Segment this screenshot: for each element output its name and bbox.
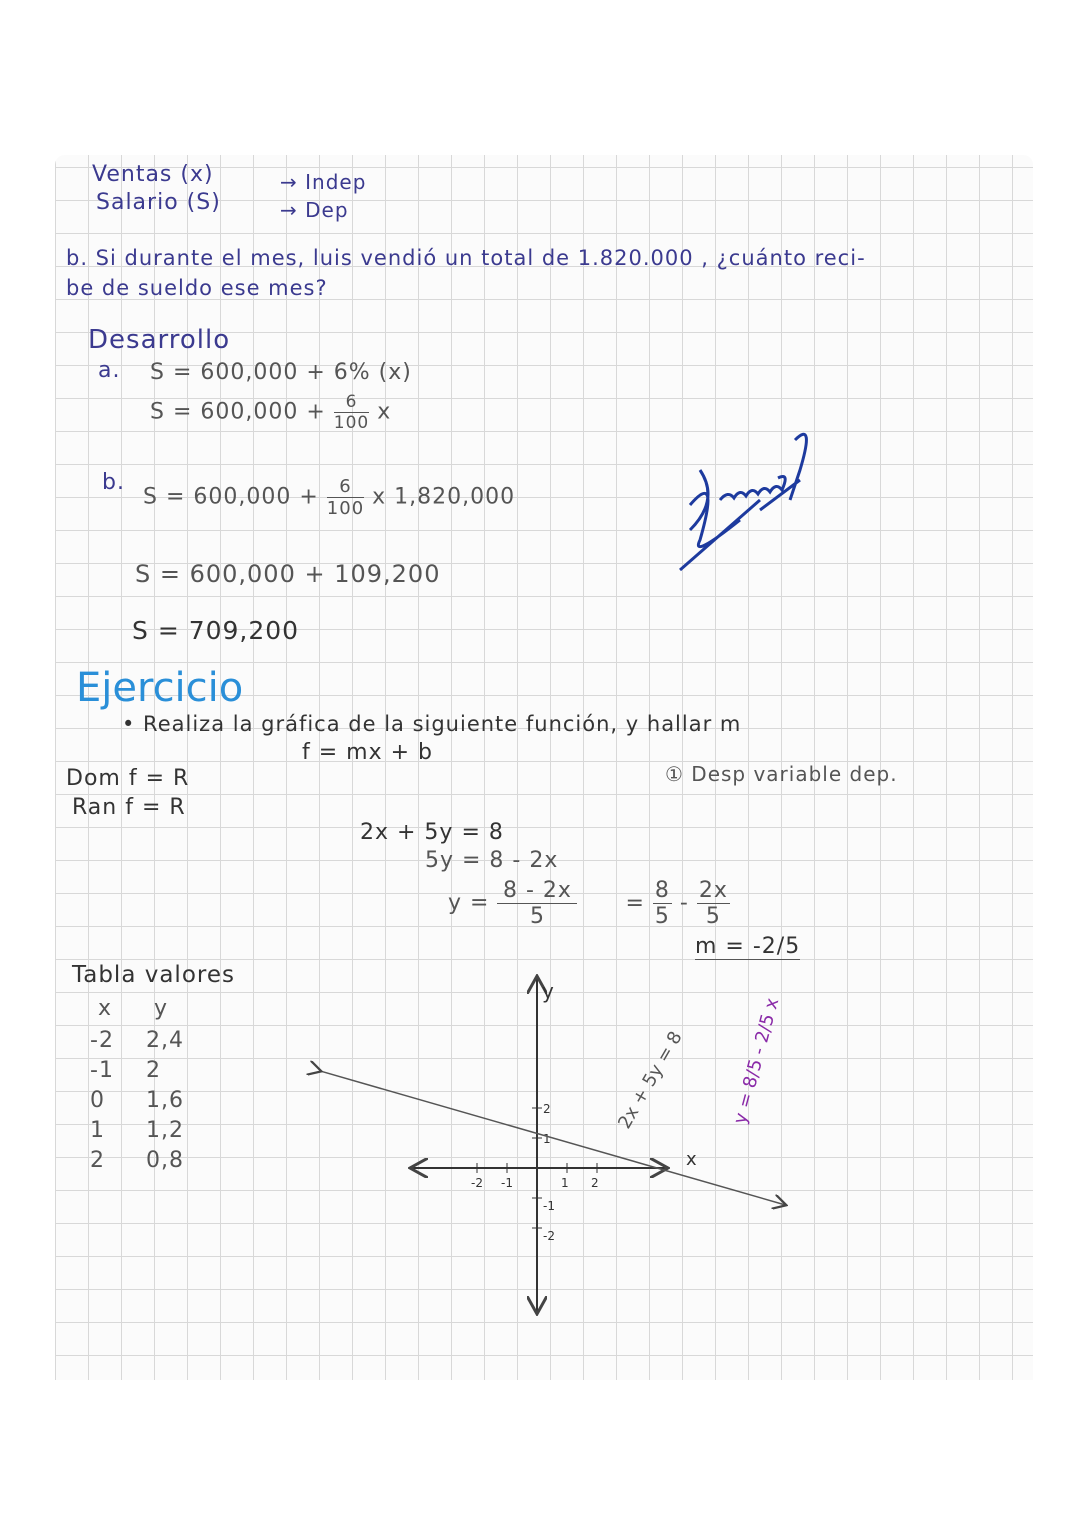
part-b-label: b.	[102, 470, 125, 495]
table-cell-x: -1	[90, 1058, 114, 1083]
ejercicio-title: Ejercicio	[76, 665, 244, 711]
numerator: 6	[334, 392, 369, 413]
table-header-x: x	[98, 996, 113, 1021]
function-line	[320, 1071, 785, 1205]
part-a-label: a.	[98, 358, 121, 383]
denominator: 5	[654, 904, 670, 929]
denominator: 5	[705, 904, 721, 929]
part-b-eq2: S = 600,000 + 109,200	[135, 560, 441, 588]
annotation-slope-form: y = 8/5 - 2/5 x	[729, 995, 784, 1127]
table-cell-x: 1	[90, 1118, 105, 1143]
instruction: • Realiza la gráfica de la siguiente función, y hallar m	[122, 712, 742, 736]
table-cell-y: 0,8	[146, 1148, 184, 1173]
domain: Dom f = R	[66, 766, 190, 791]
x-tick-label: 2	[591, 1176, 599, 1190]
table-header-y: y	[154, 996, 169, 1021]
numerator: 8	[654, 878, 670, 903]
variable-s-type: → Dep	[280, 198, 349, 222]
y-tick-label: -2	[543, 1229, 555, 1243]
y-tick-label: 2	[543, 1102, 551, 1116]
eq-text: x 1,820,000	[372, 484, 516, 510]
desarrollo-title: Desarrollo	[88, 325, 231, 355]
table-title: Tabla valores	[72, 962, 235, 988]
x-tick-label: -1	[501, 1176, 513, 1190]
eq-text: =	[625, 890, 645, 916]
variable-x: Ventas (x)	[92, 162, 214, 187]
denominator: 100	[333, 413, 370, 433]
table-cell-x: -2	[90, 1028, 114, 1053]
question-b-line2: be de sueldo ese mes?	[66, 276, 328, 300]
numerator: 6	[327, 476, 364, 498]
table-cell-y: 2	[146, 1058, 161, 1083]
eq-text: -	[679, 890, 689, 916]
table-cell-y: 2,4	[146, 1028, 184, 1053]
table-cell-x: 0	[90, 1088, 105, 1113]
denominator: 100	[326, 498, 365, 519]
x-tick-label: -2	[471, 1176, 483, 1190]
variable-x-type: → Indep	[280, 170, 367, 194]
step-note: ① Desp variable dep.	[665, 762, 898, 786]
variable-s: Salario (S)	[96, 190, 221, 215]
question-b-line1: b. Si durante el mes, luis vendió un total de 1.820.000 , ¿cuánto reci-	[66, 246, 866, 270]
eq-text: S = 600,000 +	[150, 399, 326, 425]
eq-text: S = 600,000 +	[143, 484, 319, 510]
x-tick-label: 1	[561, 1176, 569, 1190]
eq1: 2x + 5y = 8	[360, 820, 504, 845]
annotation-equation: 2x + 5y = 8	[614, 1027, 687, 1133]
eq-text: y =	[448, 890, 490, 916]
y-axis-label: y	[542, 979, 554, 1003]
y-tick-label: -1	[543, 1199, 555, 1213]
part-b-result: S = 709,200	[132, 616, 300, 645]
eq-text: x	[377, 399, 392, 425]
y-tick-label: 1	[543, 1132, 551, 1146]
eq2: 5y = 8 - 2x	[425, 848, 559, 873]
table-cell-x: 2	[90, 1148, 105, 1173]
denominator: 5	[529, 904, 545, 929]
numerator: 2x	[698, 878, 728, 903]
formula: f = mx + b	[302, 740, 433, 765]
numerator: 8 - 2x	[497, 878, 577, 904]
table-cell-y: 1,2	[146, 1118, 184, 1143]
slope-result: m = -2/5	[695, 934, 801, 959]
range: Ran f = R	[72, 795, 186, 820]
table-cell-y: 1,6	[146, 1088, 184, 1113]
x-axis-label: x	[686, 1149, 697, 1170]
part-a-eq1: S = 600,000 + 6% (x)	[150, 360, 412, 385]
